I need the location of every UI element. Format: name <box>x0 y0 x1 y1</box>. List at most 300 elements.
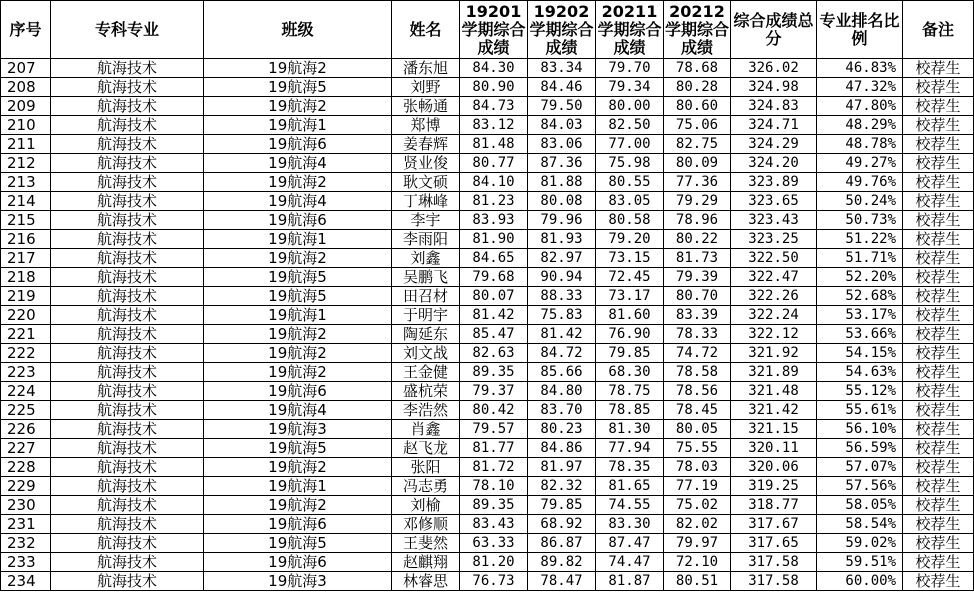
cell-seq: 234 <box>1 572 51 591</box>
cell-term-20212: 79.97 <box>664 534 731 553</box>
cell-class: 19航海1 <box>204 306 392 325</box>
cell-term-20211: 74.47 <box>596 553 664 572</box>
cell-remark: 校荐生 <box>903 268 974 287</box>
cell-remark: 校荐生 <box>903 230 974 249</box>
cell-remark: 校荐生 <box>903 287 974 306</box>
cell-term-19202: 79.50 <box>528 97 596 116</box>
table-row <box>1 306 974 325</box>
cell-term-19202: 83.70 <box>528 401 596 420</box>
cell-name: 张阳 <box>392 458 460 477</box>
cell-remark: 校荐生 <box>903 363 974 382</box>
cell-class: 19航海6 <box>204 553 392 572</box>
cell-class: 19航海5 <box>204 78 392 97</box>
cell-seq: 213 <box>1 173 51 192</box>
cell-term-20212: 75.55 <box>664 439 731 458</box>
cell-name: 张畅通 <box>392 97 460 116</box>
cell-term-19201: 83.43 <box>460 515 528 534</box>
cell-remark: 校荐生 <box>903 439 974 458</box>
cell-term-19202: 90.94 <box>528 268 596 287</box>
cell-seq: 226 <box>1 420 51 439</box>
cell-major: 航海技术 <box>51 363 204 382</box>
header-term-19202: 19202学期综合成绩 <box>529 1 594 57</box>
cell-term-20212: 74.72 <box>664 344 731 363</box>
cell-seq: 221 <box>1 325 51 344</box>
cell-term-19202: 86.87 <box>528 534 596 553</box>
cell-major: 航海技术 <box>51 211 204 230</box>
cell-name: 冯志勇 <box>392 477 460 496</box>
cell-seq: 211 <box>1 135 51 154</box>
cell-rank-ratio: 48.78% <box>817 135 903 154</box>
cell-term-20211: 81.65 <box>596 477 664 496</box>
cell-term-20212: 78.56 <box>664 382 731 401</box>
cell-term-20212: 79.39 <box>664 268 731 287</box>
cell-term-20212: 80.28 <box>664 78 731 97</box>
cell-term-19202: 79.85 <box>528 496 596 515</box>
cell-class: 19航海1 <box>204 230 392 249</box>
cell-major: 航海技术 <box>51 553 204 572</box>
cell-term-20211: 78.75 <box>596 382 664 401</box>
cell-remark: 校荐生 <box>903 344 974 363</box>
cell-class: 19航海2 <box>204 325 392 344</box>
header-term-20211: 20211学期综合成绩 <box>597 1 662 57</box>
cell-term-20211: 81.87 <box>596 572 664 591</box>
cell-term-19202: 81.42 <box>528 325 596 344</box>
cell-major: 航海技术 <box>51 477 204 496</box>
cell-term-19202: 84.80 <box>528 382 596 401</box>
cell-class: 19航海3 <box>204 420 392 439</box>
cell-term-20211: 81.30 <box>596 420 664 439</box>
cell-total: 321.15 <box>731 420 817 439</box>
cell-name: 赵麒翔 <box>392 553 460 572</box>
cell-term-19202: 79.96 <box>528 211 596 230</box>
cell-seq: 232 <box>1 534 51 553</box>
cell-term-19201: 78.10 <box>460 477 528 496</box>
cell-class: 19航海6 <box>204 515 392 534</box>
cell-term-19202: 82.97 <box>528 249 596 268</box>
cell-name: 赵飞龙 <box>392 439 460 458</box>
cell-term-20211: 79.85 <box>596 344 664 363</box>
cell-term-19201: 79.68 <box>460 268 528 287</box>
cell-term-20212: 75.06 <box>664 116 731 135</box>
cell-class: 19航海2 <box>204 496 392 515</box>
cell-term-19202: 81.97 <box>528 458 596 477</box>
cell-total: 321.48 <box>731 382 817 401</box>
cell-remark: 校荐生 <box>903 382 974 401</box>
cell-name: 姜春辉 <box>392 135 460 154</box>
table-row <box>1 382 974 401</box>
cell-seq: 212 <box>1 154 51 173</box>
cell-total: 324.29 <box>731 135 817 154</box>
cell-seq: 224 <box>1 382 51 401</box>
table-row <box>1 496 974 515</box>
table-row <box>1 154 974 173</box>
cell-seq: 220 <box>1 306 51 325</box>
cell-major: 航海技术 <box>51 287 204 306</box>
cell-class: 19航海4 <box>204 154 392 173</box>
cell-major: 航海技术 <box>51 401 204 420</box>
cell-seq: 225 <box>1 401 51 420</box>
cell-seq: 215 <box>1 211 51 230</box>
cell-name: 刘榆 <box>392 496 460 515</box>
cell-major: 航海技术 <box>51 572 204 591</box>
cell-term-20211: 82.50 <box>596 116 664 135</box>
cell-major: 航海技术 <box>51 515 204 534</box>
cell-rank-ratio: 60.00% <box>817 572 903 591</box>
cell-class: 19航海2 <box>204 363 392 382</box>
cell-major: 航海技术 <box>51 382 204 401</box>
cell-term-19201: 84.30 <box>460 59 528 78</box>
cell-term-20211: 79.20 <box>596 230 664 249</box>
cell-rank-ratio: 59.51% <box>817 553 903 572</box>
cell-term-20212: 77.36 <box>664 173 731 192</box>
cell-term-19202: 89.82 <box>528 553 596 572</box>
cell-seq: 216 <box>1 230 51 249</box>
cell-total: 322.50 <box>731 249 817 268</box>
cell-term-19201: 63.33 <box>460 534 528 553</box>
cell-name: 田召材 <box>392 287 460 306</box>
cell-remark: 校荐生 <box>903 306 974 325</box>
cell-term-19202: 78.47 <box>528 572 596 591</box>
cell-class: 19航海4 <box>204 192 392 211</box>
cell-term-19201: 84.10 <box>460 173 528 192</box>
header-total: 综合成绩总分 <box>731 1 817 59</box>
table-row <box>1 78 974 97</box>
table-row <box>1 534 974 553</box>
header-remark: 备注 <box>903 1 974 59</box>
cell-term-20211: 75.98 <box>596 154 664 173</box>
header-name: 姓名 <box>392 1 460 59</box>
cell-remark: 校荐生 <box>903 78 974 97</box>
cell-major: 航海技术 <box>51 439 204 458</box>
cell-major: 航海技术 <box>51 230 204 249</box>
cell-total: 318.77 <box>731 496 817 515</box>
cell-term-19202: 81.88 <box>528 173 596 192</box>
cell-rank-ratio: 52.68% <box>817 287 903 306</box>
cell-total: 317.58 <box>731 553 817 572</box>
cell-rank-ratio: 48.29% <box>817 116 903 135</box>
cell-term-19201: 81.77 <box>460 439 528 458</box>
cell-term-19202: 84.46 <box>528 78 596 97</box>
table-row <box>1 439 974 458</box>
cell-term-20211: 77.94 <box>596 439 664 458</box>
cell-term-20212: 77.19 <box>664 477 731 496</box>
cell-term-19202: 84.72 <box>528 344 596 363</box>
cell-seq: 210 <box>1 116 51 135</box>
cell-total: 323.89 <box>731 173 817 192</box>
cell-term-20212: 82.02 <box>664 515 731 534</box>
cell-term-19201: 82.63 <box>460 344 528 363</box>
cell-total: 324.20 <box>731 154 817 173</box>
cell-major: 航海技术 <box>51 97 204 116</box>
cell-term-20212: 80.51 <box>664 572 731 591</box>
cell-name: 肖鑫 <box>392 420 460 439</box>
cell-rank-ratio: 55.12% <box>817 382 903 401</box>
cell-term-19202: 82.32 <box>528 477 596 496</box>
cell-total: 324.98 <box>731 78 817 97</box>
table-row <box>1 97 974 116</box>
cell-term-19202: 81.93 <box>528 230 596 249</box>
table-row <box>1 458 974 477</box>
cell-remark: 校荐生 <box>903 420 974 439</box>
cell-name: 刘文战 <box>392 344 460 363</box>
cell-name: 郑博 <box>392 116 460 135</box>
cell-total: 322.26 <box>731 287 817 306</box>
cell-class: 19航海5 <box>204 534 392 553</box>
cell-remark: 校荐生 <box>903 249 974 268</box>
cell-name: 贤业俊 <box>392 154 460 173</box>
table-row <box>1 173 974 192</box>
cell-class: 19航海2 <box>204 97 392 116</box>
cell-name: 邓修顺 <box>392 515 460 534</box>
table-row <box>1 249 974 268</box>
cell-term-19202: 88.33 <box>528 287 596 306</box>
cell-term-20211: 76.90 <box>596 325 664 344</box>
cell-class: 19航海6 <box>204 135 392 154</box>
cell-major: 航海技术 <box>51 344 204 363</box>
cell-seq: 218 <box>1 268 51 287</box>
cell-seq: 209 <box>1 97 51 116</box>
cell-class: 19航海2 <box>204 59 392 78</box>
cell-remark: 校荐生 <box>903 325 974 344</box>
cell-term-19201: 80.90 <box>460 78 528 97</box>
cell-term-20212: 78.68 <box>664 59 731 78</box>
cell-rank-ratio: 47.80% <box>817 97 903 116</box>
cell-remark: 校荐生 <box>903 59 974 78</box>
cell-major: 航海技术 <box>51 135 204 154</box>
cell-name: 潘东旭 <box>392 59 460 78</box>
cell-term-20211: 83.05 <box>596 192 664 211</box>
cell-rank-ratio: 58.54% <box>817 515 903 534</box>
cell-major: 航海技术 <box>51 173 204 192</box>
cell-term-20211: 83.30 <box>596 515 664 534</box>
cell-term-19201: 84.73 <box>460 97 528 116</box>
cell-remark: 校荐生 <box>903 135 974 154</box>
cell-total: 324.71 <box>731 116 817 135</box>
cell-rank-ratio: 58.05% <box>817 496 903 515</box>
cell-total: 320.06 <box>731 458 817 477</box>
table-row <box>1 344 974 363</box>
cell-remark: 校荐生 <box>903 477 974 496</box>
table-row <box>1 230 974 249</box>
cell-rank-ratio: 54.63% <box>817 363 903 382</box>
cell-remark: 校荐生 <box>903 515 974 534</box>
cell-class: 19航海5 <box>204 287 392 306</box>
cell-rank-ratio: 52.20% <box>817 268 903 287</box>
cell-total: 323.43 <box>731 211 817 230</box>
cell-term-20211: 87.47 <box>596 534 664 553</box>
cell-rank-ratio: 53.66% <box>817 325 903 344</box>
cell-rank-ratio: 47.32% <box>817 78 903 97</box>
cell-rank-ratio: 51.71% <box>817 249 903 268</box>
cell-term-20212: 79.29 <box>664 192 731 211</box>
cell-term-20212: 78.33 <box>664 325 731 344</box>
cell-term-20212: 83.39 <box>664 306 731 325</box>
cell-major: 航海技术 <box>51 249 204 268</box>
cell-term-19201: 85.47 <box>460 325 528 344</box>
cell-remark: 校荐生 <box>903 572 974 591</box>
cell-seq: 223 <box>1 363 51 382</box>
cell-rank-ratio: 56.10% <box>817 420 903 439</box>
cell-rank-ratio: 51.22% <box>817 230 903 249</box>
cell-term-20211: 80.58 <box>596 211 664 230</box>
cell-rank-ratio: 49.27% <box>817 154 903 173</box>
table-row <box>1 287 974 306</box>
cell-term-19202: 75.83 <box>528 306 596 325</box>
cell-class: 19航海6 <box>204 211 392 230</box>
cell-seq: 229 <box>1 477 51 496</box>
cell-seq: 217 <box>1 249 51 268</box>
table-row <box>1 135 974 154</box>
cell-total: 322.12 <box>731 325 817 344</box>
cell-total: 322.24 <box>731 306 817 325</box>
cell-major: 航海技术 <box>51 306 204 325</box>
cell-term-20212: 78.58 <box>664 363 731 382</box>
cell-term-19201: 83.12 <box>460 116 528 135</box>
cell-class: 19航海5 <box>204 268 392 287</box>
cell-term-19201: 81.90 <box>460 230 528 249</box>
cell-major: 航海技术 <box>51 192 204 211</box>
cell-term-20212: 78.03 <box>664 458 731 477</box>
cell-term-20212: 78.96 <box>664 211 731 230</box>
cell-remark: 校荐生 <box>903 154 974 173</box>
cell-remark: 校荐生 <box>903 496 974 515</box>
table-row <box>1 420 974 439</box>
cell-major: 航海技术 <box>51 534 204 553</box>
cell-total: 324.83 <box>731 97 817 116</box>
cell-term-19202: 83.34 <box>528 59 596 78</box>
table-row <box>1 401 974 420</box>
cell-term-20211: 81.60 <box>596 306 664 325</box>
cell-total: 326.02 <box>731 59 817 78</box>
cell-total: 321.92 <box>731 344 817 363</box>
cell-name: 盛杭荣 <box>392 382 460 401</box>
cell-term-19201: 81.20 <box>460 553 528 572</box>
cell-rank-ratio: 53.17% <box>817 306 903 325</box>
cell-term-19202: 84.86 <box>528 439 596 458</box>
header-major: 专科专业 <box>51 1 204 59</box>
cell-term-20211: 68.30 <box>596 363 664 382</box>
cell-name: 于明宇 <box>392 306 460 325</box>
table-row <box>1 192 974 211</box>
cell-name: 王斐然 <box>392 534 460 553</box>
cell-term-19201: 81.48 <box>460 135 528 154</box>
cell-term-20211: 79.70 <box>596 59 664 78</box>
cell-total: 317.58 <box>731 572 817 591</box>
cell-rank-ratio: 50.73% <box>817 211 903 230</box>
cell-rank-ratio: 57.07% <box>817 458 903 477</box>
cell-term-19201: 84.65 <box>460 249 528 268</box>
table-row <box>1 572 974 591</box>
cell-term-19202: 80.23 <box>528 420 596 439</box>
cell-seq: 208 <box>1 78 51 97</box>
cell-rank-ratio: 54.15% <box>817 344 903 363</box>
cell-class: 19航海2 <box>204 458 392 477</box>
cell-remark: 校荐生 <box>903 534 974 553</box>
cell-remark: 校荐生 <box>903 553 974 572</box>
cell-rank-ratio: 46.83% <box>817 59 903 78</box>
cell-total: 321.42 <box>731 401 817 420</box>
cell-seq: 231 <box>1 515 51 534</box>
cell-name: 王金健 <box>392 363 460 382</box>
cell-remark: 校荐生 <box>903 401 974 420</box>
cell-name: 林睿思 <box>392 572 460 591</box>
cell-class: 19航海1 <box>204 477 392 496</box>
cell-term-19201: 79.57 <box>460 420 528 439</box>
cell-term-19202: 68.92 <box>528 515 596 534</box>
cell-term-20212: 80.22 <box>664 230 731 249</box>
cell-remark: 校荐生 <box>903 211 974 230</box>
cell-seq: 214 <box>1 192 51 211</box>
cell-class: 19航海3 <box>204 572 392 591</box>
cell-total: 321.89 <box>731 363 817 382</box>
cell-rank-ratio: 56.59% <box>817 439 903 458</box>
cell-rank-ratio: 59.02% <box>817 534 903 553</box>
cell-term-20212: 72.10 <box>664 553 731 572</box>
cell-seq: 222 <box>1 344 51 363</box>
cell-term-20211: 78.85 <box>596 401 664 420</box>
cell-total: 317.67 <box>731 515 817 534</box>
table-row <box>1 363 974 382</box>
cell-rank-ratio: 55.61% <box>817 401 903 420</box>
cell-term-19201: 79.37 <box>460 382 528 401</box>
cell-class: 19航海4 <box>204 401 392 420</box>
cell-class: 19航海2 <box>204 249 392 268</box>
cell-major: 航海技术 <box>51 268 204 287</box>
cell-class: 19航海1 <box>204 116 392 135</box>
cell-total: 319.25 <box>731 477 817 496</box>
header-term-20212: 20212学期综合成绩 <box>664 1 729 57</box>
cell-term-19201: 80.42 <box>460 401 528 420</box>
cell-major: 航海技术 <box>51 116 204 135</box>
cell-name: 耿文硕 <box>392 173 460 192</box>
cell-term-20211: 73.15 <box>596 249 664 268</box>
header-term-19201: 19201学期综合成绩 <box>461 1 526 57</box>
cell-term-19201: 81.42 <box>460 306 528 325</box>
cell-seq: 228 <box>1 458 51 477</box>
header-row <box>1 1 974 59</box>
cell-class: 19航海6 <box>204 382 392 401</box>
cell-term-19201: 89.35 <box>460 363 528 382</box>
cell-rank-ratio: 50.24% <box>817 192 903 211</box>
cell-term-20211: 74.55 <box>596 496 664 515</box>
cell-term-20212: 82.75 <box>664 135 731 154</box>
cell-seq: 230 <box>1 496 51 515</box>
cell-term-20211: 80.00 <box>596 97 664 116</box>
cell-seq: 219 <box>1 287 51 306</box>
table-row <box>1 515 974 534</box>
cell-class: 19航海2 <box>204 173 392 192</box>
cell-term-20211: 78.35 <box>596 458 664 477</box>
cell-name: 李浩然 <box>392 401 460 420</box>
cell-major: 航海技术 <box>51 496 204 515</box>
table-row <box>1 553 974 572</box>
cell-rank-ratio: 49.76% <box>817 173 903 192</box>
table-row <box>1 477 974 496</box>
cell-major: 航海技术 <box>51 78 204 97</box>
cell-term-20212: 80.05 <box>664 420 731 439</box>
cell-term-20211: 80.55 <box>596 173 664 192</box>
cell-name: 刘鑫 <box>392 249 460 268</box>
table-row <box>1 211 974 230</box>
cell-term-19202: 83.06 <box>528 135 596 154</box>
cell-remark: 校荐生 <box>903 173 974 192</box>
cell-class: 19航海2 <box>204 344 392 363</box>
cell-rank-ratio: 57.56% <box>817 477 903 496</box>
table-row <box>1 325 974 344</box>
cell-major: 航海技术 <box>51 325 204 344</box>
cell-term-19201: 83.93 <box>460 211 528 230</box>
cell-major: 航海技术 <box>51 458 204 477</box>
